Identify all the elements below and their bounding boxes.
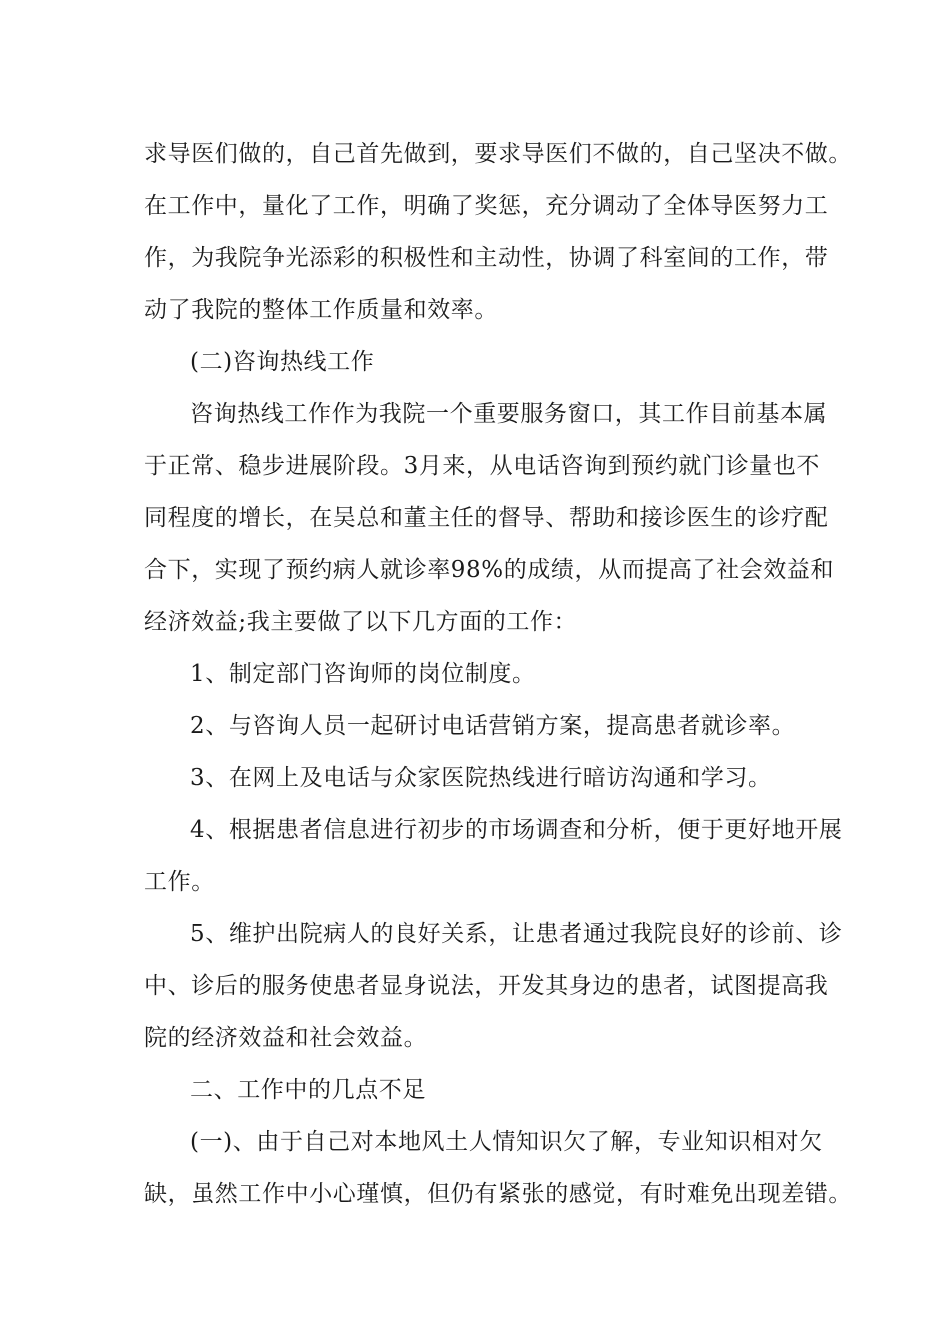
- text-line: 缺，虽然工作中小心瑾慎，但仍有紧张的感觉，有时难免出现差错。: [144, 1181, 852, 1207]
- text-line: 作，为我院争光添彩的积极性和主动性，协调了科室间的工作，带: [144, 245, 829, 271]
- text-line: (一)、由于自己对本地风土人情知识欠了解，专业知识相对欠: [190, 1129, 823, 1155]
- text-line: 合下，实现了预约病人就诊率98%的成绩，从而提高了社会效益和: [144, 557, 835, 583]
- text-line: 动了我院的整体工作质量和效率。: [144, 297, 498, 323]
- text-line: 在工作中，量化了工作，明确了奖惩，充分调动了全体导医努力工: [144, 193, 829, 219]
- text-line: 求导医们做的，自己首先做到，要求导医们不做的，自己坚决不做。: [144, 141, 852, 167]
- text-line: 3、在网上及电话与众家医院热线进行暗访沟通和学习。: [190, 765, 772, 791]
- text-line: 4、根据患者信息进行初步的市场调查和分析，便于更好地开展: [190, 817, 843, 843]
- text-line: 于正常、稳步进展阶段。3月来，从电话咨询到预约就门诊量也不: [144, 453, 821, 479]
- text-line: (二)咨询热线工作: [190, 349, 375, 375]
- text-line: 2、与咨询人员一起研讨电话营销方案，提高患者就诊率。: [190, 713, 796, 739]
- text-line: 咨询热线工作作为我院一个重要服务窗口，其工作目前基本属: [190, 401, 828, 427]
- text-line: 工作。: [144, 869, 215, 895]
- text-line: 经济效益;我主要做了以下几方面的工作：: [144, 609, 578, 635]
- body-text: [144, 128, 852, 1220]
- text-line: 二、工作中的几点不足: [190, 1077, 426, 1103]
- text-line: 同程度的增长，在吴总和董主任的督导、帮助和接诊医生的诊疗配: [144, 505, 829, 531]
- text-line: 1、制定部门咨询师的岗位制度。: [190, 661, 536, 687]
- text-line: 中、诊后的服务使患者显身说法，开发其身边的患者，试图提高我: [144, 973, 829, 999]
- text-line: 院的经济效益和社会效益。: [144, 1025, 428, 1051]
- text-line: 5、维护出院病人的良好关系，让患者通过我院良好的诊前、诊: [190, 921, 843, 947]
